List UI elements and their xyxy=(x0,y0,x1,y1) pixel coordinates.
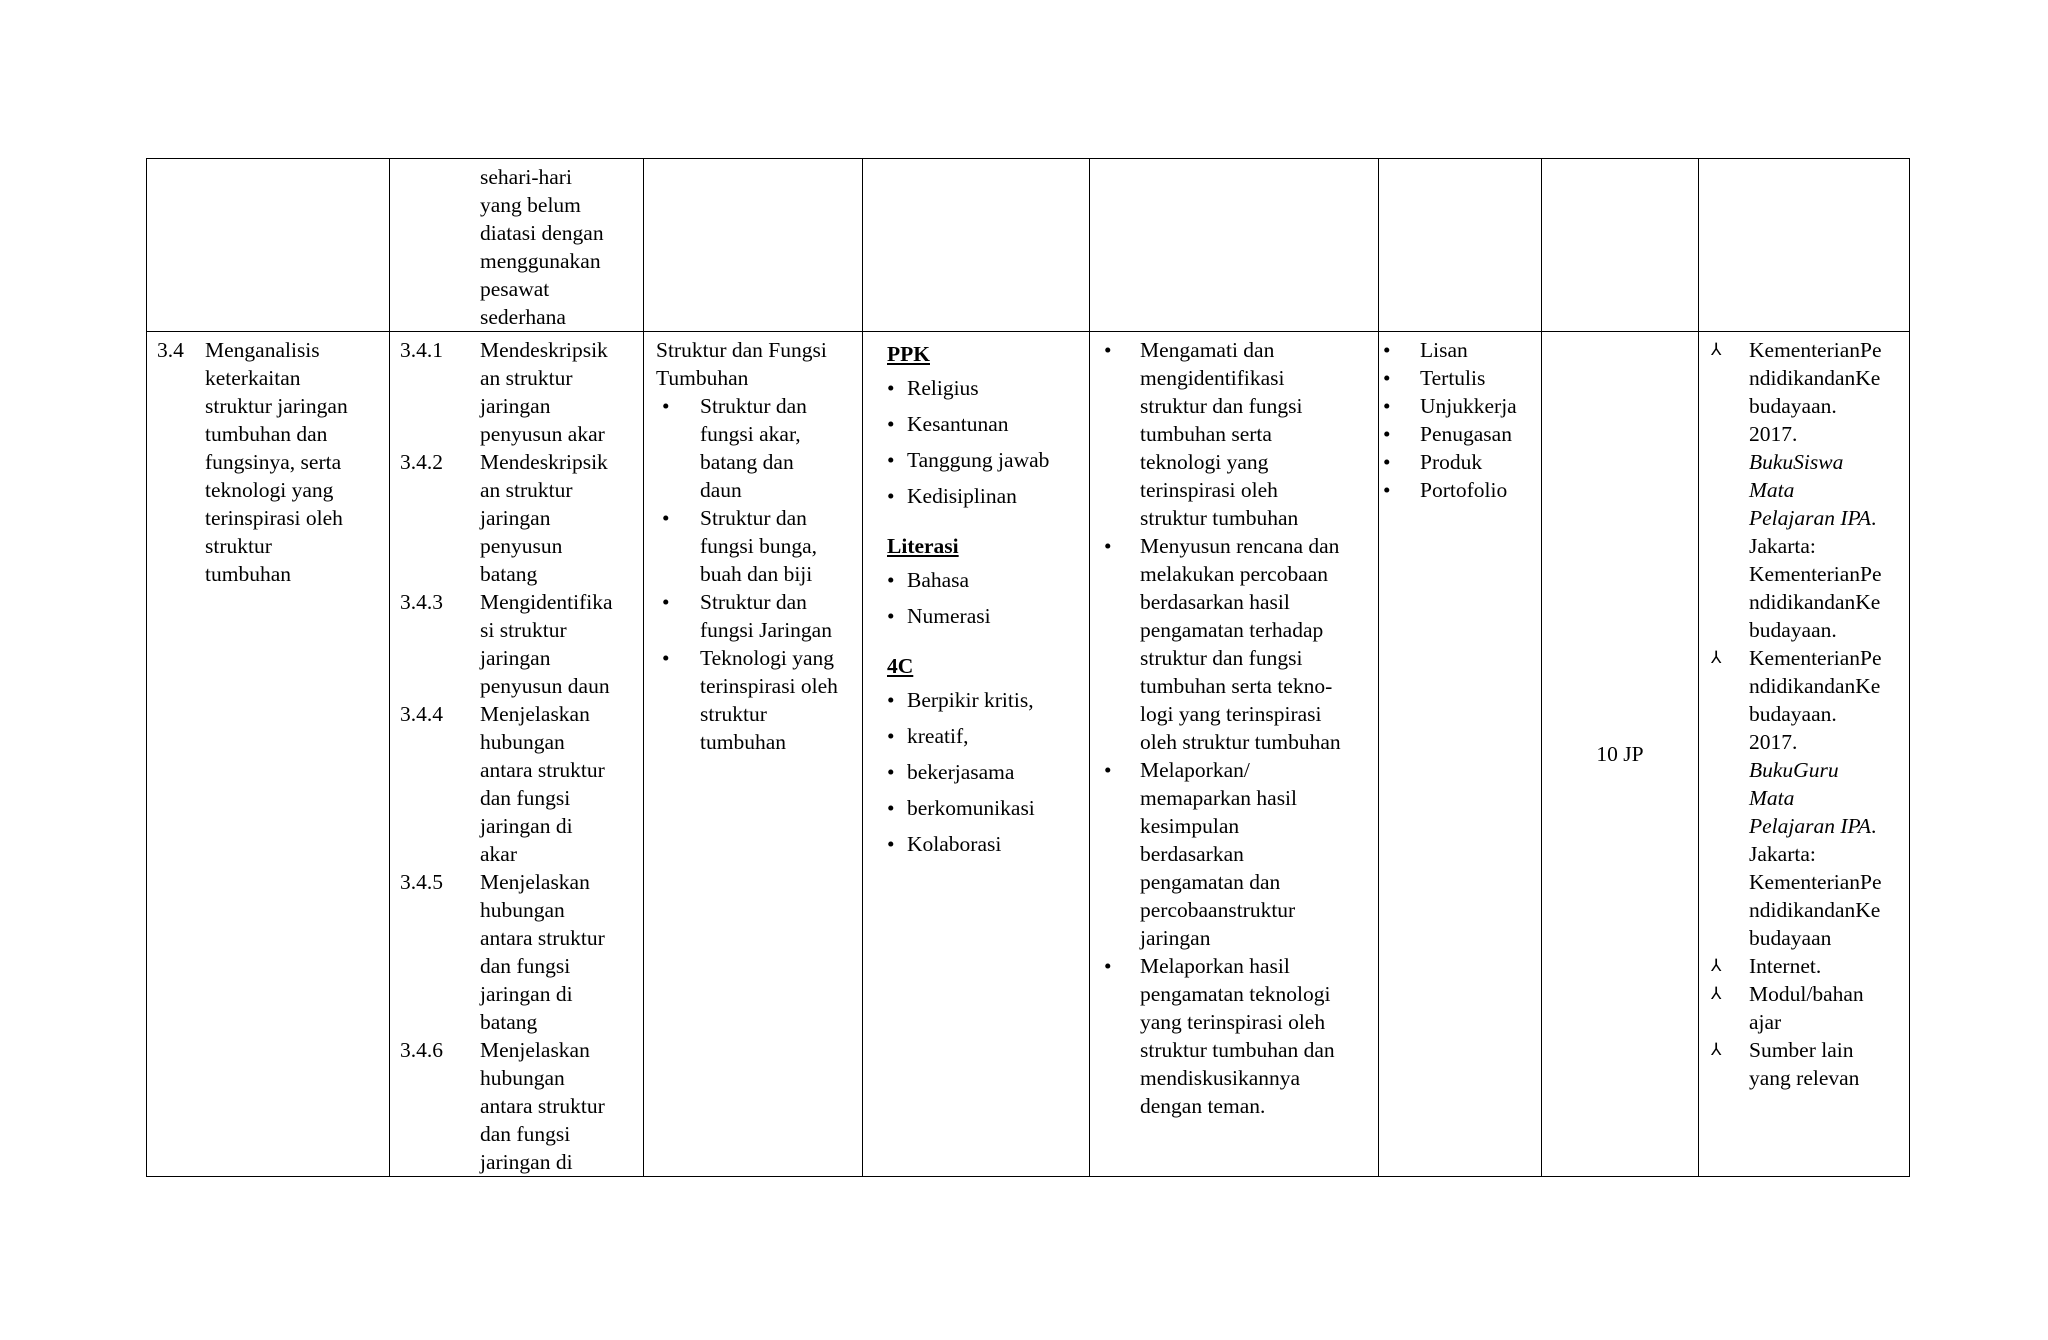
sumber-line xyxy=(1749,476,1882,504)
indicator-line: jaringan xyxy=(480,506,551,530)
value-item xyxy=(887,482,1079,510)
sumber-line xyxy=(1749,896,1882,924)
value-item-text: Bahasa xyxy=(907,568,970,592)
materi-item xyxy=(656,392,852,504)
kegiatan-item-text xyxy=(1140,952,1335,1120)
bullet-icon: • xyxy=(662,590,670,614)
sumber-line-text: 2017. xyxy=(1749,422,1798,446)
kegiatan-item-line: pengamatan teknologi xyxy=(1140,982,1331,1006)
materi-item-line: daun xyxy=(700,478,742,502)
sumber-line xyxy=(1749,532,1882,560)
materi-item-line: fungsi bunga, xyxy=(700,534,818,558)
bullet-icon: • xyxy=(1383,394,1391,418)
value-item-text: kreatif, xyxy=(907,724,969,748)
sumber-line xyxy=(1749,952,1821,980)
kegiatan-item xyxy=(1102,532,1368,756)
sumber-item xyxy=(1711,952,1899,980)
indicator-line: penyusun daun xyxy=(480,674,610,698)
kegiatan-item-line: pengamatan dan xyxy=(1140,870,1281,894)
cont-indicator-cell xyxy=(390,159,644,332)
arrow-bullet-icon: ⅄ xyxy=(1711,340,1722,359)
sumber-line xyxy=(1749,364,1882,392)
sumber-line-text: budayaan. xyxy=(1749,394,1837,418)
kegiatan-item-line: struktur tumbuhan xyxy=(1140,506,1299,530)
sumber-line-text: Jakarta: xyxy=(1749,534,1816,558)
main-row xyxy=(147,332,1910,1177)
kegiatan-item-line: tumbuhan serta xyxy=(1140,422,1272,446)
bullet-icon: • xyxy=(887,448,895,472)
bullet-icon: • xyxy=(1383,478,1391,502)
sumber-line xyxy=(1749,840,1882,868)
materi-item-text xyxy=(700,504,817,588)
indicator-line: jaringan xyxy=(480,646,551,670)
sumber-line-text: budayaan. xyxy=(1749,702,1837,726)
indicator-line: yang belum xyxy=(480,193,581,217)
penilaian-item-text: Penugasan xyxy=(1420,422,1512,446)
sumber-text xyxy=(1749,336,1882,644)
bullet-icon: • xyxy=(662,394,670,418)
kd-line: struktur jaringan xyxy=(205,394,348,418)
indicator-item xyxy=(400,448,633,588)
kegiatan-item-line: mendiskusikannya xyxy=(1140,1066,1301,1090)
indicator-number: 3.4.5 xyxy=(400,870,443,894)
literasi-heading: Literasi xyxy=(887,534,959,558)
kegiatan-item-line: dengan teman. xyxy=(1140,1094,1266,1118)
sumber-line-text: yang relevan xyxy=(1749,1066,1860,1090)
materi-item-line: Struktur dan xyxy=(700,394,807,418)
sumber-line-text: Jakarta: xyxy=(1749,842,1816,866)
syllabus-table xyxy=(146,158,1910,1177)
literasi-list xyxy=(887,566,1079,630)
value-item-text: Berpikir kritis, xyxy=(907,688,1034,712)
indicator-line: jaringan di xyxy=(480,982,573,1006)
kegiatan-item-line: kesimpulan xyxy=(1140,814,1240,838)
cont-materi-cell xyxy=(644,159,863,332)
indicator-line: jaringan xyxy=(480,394,551,418)
sumber-item xyxy=(1711,980,1899,1036)
indicator-text xyxy=(480,1036,633,1176)
sumber-line-text: Mata xyxy=(1749,786,1795,810)
sumber-line xyxy=(1749,728,1882,756)
bullet-icon: • xyxy=(887,376,895,400)
sumber-line xyxy=(1749,784,1882,812)
value-item xyxy=(887,686,1079,714)
indicator-line: Mengidentifika xyxy=(480,590,613,614)
materi-item xyxy=(656,504,852,588)
cont-indicator-text xyxy=(390,159,643,331)
indicator-cell xyxy=(390,332,644,1177)
kd-line: keterkaitan xyxy=(205,366,301,390)
kegiatan-item-line: struktur dan fungsi xyxy=(1140,646,1303,670)
indicator-number: 3.4.2 xyxy=(400,450,443,474)
value-item xyxy=(887,722,1079,750)
penilaian-item xyxy=(1383,336,1531,364)
sumber-line-text: Mata xyxy=(1749,478,1795,502)
kegiatan-item-line: Mengamati dan xyxy=(1140,338,1275,362)
cont-sumber-cell xyxy=(1699,159,1910,332)
ppk-list xyxy=(887,374,1079,510)
kegiatan-item-line: struktur dan fungsi xyxy=(1140,394,1303,418)
bullet-icon: • xyxy=(1383,366,1391,390)
kegiatan-item-line: percobaanstruktur xyxy=(1140,898,1296,922)
indicator-line: hubungan xyxy=(480,1066,565,1090)
kegiatan-item-line: struktur tumbuhan dan xyxy=(1140,1038,1335,1062)
cont-nilai-cell xyxy=(863,159,1090,332)
value-item-text: Kedisiplinan xyxy=(907,484,1017,508)
materi-item-text xyxy=(700,644,838,756)
sumber-line xyxy=(1749,868,1882,896)
kegiatan-item-line: Menyusun rencana dan xyxy=(1140,534,1340,558)
indicator-line: antara struktur xyxy=(480,926,605,950)
materi-item-line: Struktur dan xyxy=(700,506,807,530)
bullet-icon: • xyxy=(887,724,895,748)
indicator-line: penyusun xyxy=(480,534,563,558)
value-item-text: Numerasi xyxy=(907,604,991,628)
sumber-line xyxy=(1749,392,1882,420)
sumber-line xyxy=(1749,812,1882,840)
materi-item-line: Struktur dan xyxy=(700,590,807,614)
materi-item-line: fungsi akar, xyxy=(700,422,801,446)
bullet-icon: • xyxy=(887,412,895,436)
sumber-line xyxy=(1749,924,1882,952)
kegiatan-item-text xyxy=(1140,756,1297,952)
sumber-line-text: BukuGuru xyxy=(1749,758,1839,782)
sumber-line-text: Sumber lain xyxy=(1749,1038,1854,1062)
materi-item-line: Teknologi yang xyxy=(700,646,835,670)
kd-line: fungsinya, serta xyxy=(205,450,342,474)
alokasi-waktu: 10 JP xyxy=(1596,742,1644,766)
sumber-line xyxy=(1749,616,1882,644)
sumber-line-text: ajar xyxy=(1749,1010,1782,1034)
cont-waktu-cell xyxy=(1542,159,1699,332)
materi-cell xyxy=(644,332,863,1177)
sumber-line xyxy=(1749,700,1882,728)
sumber-line-text: 2017. xyxy=(1749,730,1798,754)
penilaian-item-text: Tertulis xyxy=(1420,366,1486,390)
materi-item-line: struktur xyxy=(700,702,767,726)
sumber-line xyxy=(1749,644,1882,672)
arrow-bullet-icon: ⅄ xyxy=(1711,956,1722,975)
indicator-number: 3.4.4 xyxy=(400,702,443,726)
kegiatan-item-line: yang terinspirasi oleh xyxy=(1140,1010,1326,1034)
kegiatan-item-line: tumbuhan serta tekno- xyxy=(1140,674,1333,698)
penilaian-item xyxy=(1383,364,1531,392)
sumber-line-suffix: . xyxy=(1871,814,1877,838)
sumber-line-text: Pelajaran IPA xyxy=(1749,506,1872,530)
kegiatan-item-line: berdasarkan hasil xyxy=(1140,590,1290,614)
sumber-line xyxy=(1749,588,1882,616)
value-item xyxy=(887,446,1079,474)
indicator-line: dan fungsi xyxy=(480,786,571,810)
indicator-line: akar xyxy=(480,842,517,866)
indicator-item xyxy=(400,336,633,448)
penilaian-item-text: Unjukkerja xyxy=(1420,394,1517,418)
kd-text xyxy=(205,336,348,588)
indicator-line: si struktur xyxy=(480,618,567,642)
penilaian-list xyxy=(1383,336,1531,504)
ppk-heading: PPK xyxy=(887,342,930,366)
bullet-icon: • xyxy=(1383,422,1391,446)
value-item-text: Tanggung jawab xyxy=(907,448,1050,472)
kegiatan-item xyxy=(1102,336,1368,532)
indicator-text xyxy=(480,336,633,448)
sumber-line xyxy=(1749,980,1864,1008)
materi-item-line: terinspirasi oleh xyxy=(700,674,838,698)
sumber-line xyxy=(1749,560,1882,588)
indicator-line: batang xyxy=(480,1010,538,1034)
value-item-text: berkomunikasi xyxy=(907,796,1035,820)
bullet-icon: • xyxy=(887,484,895,508)
sumber-line-text: ndidikandanKe xyxy=(1749,898,1881,922)
value-item xyxy=(887,410,1079,438)
kd-line: tumbuhan xyxy=(205,562,291,586)
sumber-text xyxy=(1749,1036,1859,1092)
sumber-line-text: BukuSiswa xyxy=(1749,450,1844,474)
kd-line: tumbuhan dan xyxy=(205,422,328,446)
materi-item-line: batang dan xyxy=(700,450,794,474)
penilaian-item xyxy=(1383,392,1531,420)
kegiatan-item-line: Melaporkan hasil xyxy=(1140,954,1290,978)
sumber-line-text: budayaan. xyxy=(1749,618,1837,642)
indicator-line: Menjelaskan xyxy=(480,702,590,726)
indicator-text xyxy=(480,700,633,868)
indicator-line: batang xyxy=(480,562,538,586)
penilaian-item xyxy=(1383,476,1531,504)
indicator-line: Menjelaskan xyxy=(480,870,590,894)
sumber-line-text: KementerianPe xyxy=(1749,338,1882,362)
indicator-line: an struktur xyxy=(480,478,573,502)
indicator-text xyxy=(480,588,633,700)
materi-item-text xyxy=(700,588,832,644)
indicator-line: antara struktur xyxy=(480,758,605,782)
kegiatan-list xyxy=(1102,336,1368,1120)
sumber-line xyxy=(1749,1036,1859,1064)
value-item xyxy=(887,374,1079,402)
sumber-line xyxy=(1749,1064,1859,1092)
indicator-line: pesawat xyxy=(480,277,550,301)
indicator-line: sehari-hari xyxy=(480,165,572,189)
indicator-line: jaringan di xyxy=(480,814,573,838)
bullet-icon: • xyxy=(1383,450,1391,474)
kegiatan-item-text xyxy=(1140,336,1302,532)
kegiatan-cell xyxy=(1090,332,1379,1177)
indicator-item xyxy=(400,1036,633,1176)
sumber-line-text: KementerianPe xyxy=(1749,870,1882,894)
value-item xyxy=(887,830,1079,858)
indicator-number: 3.4.6 xyxy=(400,1038,443,1062)
indicator-line: hubungan xyxy=(480,898,565,922)
sumber-list xyxy=(1711,336,1899,1092)
kegiatan-item-line: teknologi yang xyxy=(1140,450,1269,474)
materi-item-line: buah dan biji xyxy=(700,562,813,586)
sumber-item xyxy=(1711,1036,1899,1092)
indicator-line: Mendeskripsik xyxy=(480,450,608,474)
continuation-row xyxy=(147,159,1910,332)
value-item-text: Kolaborasi xyxy=(907,832,1002,856)
materi-title-line: Struktur dan Fungsi xyxy=(656,338,827,362)
materi-title-line: Tumbuhan xyxy=(656,366,749,390)
kegiatan-item-line: pengamatan terhadap xyxy=(1140,618,1324,642)
materi-item-text xyxy=(700,392,807,504)
kegiatan-item-line: mengidentifikasi xyxy=(1140,366,1285,390)
sumber-line-text: ndidikandanKe xyxy=(1749,366,1881,390)
penilaian-item xyxy=(1383,420,1531,448)
bullet-icon: • xyxy=(887,568,895,592)
sumber-line xyxy=(1749,504,1882,532)
sumber-item xyxy=(1711,644,1899,952)
kd-line: teknologi yang xyxy=(205,478,334,502)
kegiatan-item-line: Melaporkan/ xyxy=(1140,758,1250,782)
sumber-line xyxy=(1749,756,1882,784)
indicator-number: 3.4.1 xyxy=(400,338,443,362)
value-item xyxy=(887,566,1079,594)
bullet-icon: • xyxy=(1383,338,1391,362)
kd-number: 3.4 xyxy=(157,338,184,362)
sumber-line-text: Internet. xyxy=(1749,954,1822,978)
kd-line: struktur xyxy=(205,534,272,558)
indicator-number: 3.4.3 xyxy=(400,590,443,614)
kegiatan-item xyxy=(1102,952,1368,1120)
indicator-line: diatasi dengan xyxy=(480,221,604,245)
kegiatan-item-text xyxy=(1140,532,1341,756)
indicator-item xyxy=(400,700,633,868)
value-item-text: Kesantunan xyxy=(907,412,1009,436)
penilaian-item-text: Produk xyxy=(1420,450,1483,474)
kegiatan-item-line: jaringan xyxy=(1140,926,1211,950)
materi-item-line: fungsi Jaringan xyxy=(700,618,832,642)
bullet-icon: • xyxy=(1104,758,1112,782)
bullet-icon: • xyxy=(1104,338,1112,362)
cont-kd-cell xyxy=(147,159,390,332)
sumber-line-text: KementerianPe xyxy=(1749,646,1882,670)
kegiatan-item-line: berdasarkan xyxy=(1140,842,1244,866)
bullet-icon: • xyxy=(1104,534,1112,558)
materi-title xyxy=(656,336,852,392)
indicator-line: menggunakan xyxy=(480,249,601,273)
cont-penilaian-cell xyxy=(1379,159,1542,332)
sumber-line-text: KementerianPe xyxy=(1749,562,1882,586)
sumber-line xyxy=(1749,1008,1864,1036)
bullet-icon: • xyxy=(662,646,670,670)
kegiatan-item-line: oleh struktur tumbuhan xyxy=(1140,730,1341,754)
bullet-icon: • xyxy=(1104,954,1112,978)
sumber-line-text: ndidikandanKe xyxy=(1749,674,1881,698)
indicator-line: dan fungsi xyxy=(480,954,571,978)
value-item-text: Religius xyxy=(907,376,979,400)
sumber-text xyxy=(1749,644,1882,952)
materi-list xyxy=(656,392,852,756)
bullet-icon: • xyxy=(887,832,895,856)
sumber-text xyxy=(1749,980,1864,1036)
indicator-line: antara struktur xyxy=(480,1094,605,1118)
materi-item xyxy=(656,644,852,756)
bullet-icon: • xyxy=(662,506,670,530)
materi-item xyxy=(656,588,852,644)
bullet-icon: • xyxy=(887,688,895,712)
cont-kegiatan-cell xyxy=(1090,159,1379,332)
bullet-icon: • xyxy=(887,604,895,628)
sumber-item xyxy=(1711,336,1899,644)
nilai-cell xyxy=(863,332,1090,1177)
indicator-item xyxy=(400,868,633,1036)
bullet-icon: • xyxy=(887,796,895,820)
kd-line: terinspirasi oleh xyxy=(205,506,343,530)
sumber-line-text: Modul/bahan xyxy=(1749,982,1864,1006)
indicator-text xyxy=(480,448,633,588)
indicator-item xyxy=(400,588,633,700)
sumber-line xyxy=(1749,448,1882,476)
arrow-bullet-icon: ⅄ xyxy=(1711,1040,1722,1059)
kd-cell xyxy=(147,332,390,1177)
kd-line: Menganalisis xyxy=(205,338,320,362)
sumber-cell xyxy=(1699,332,1910,1177)
value-item xyxy=(887,602,1079,630)
materi-item-line: tumbuhan xyxy=(700,730,786,754)
sumber-line xyxy=(1749,420,1882,448)
indicator-text xyxy=(480,868,633,1036)
penilaian-item xyxy=(1383,448,1531,476)
sumber-line-suffix: . xyxy=(1871,506,1877,530)
arrow-bullet-icon: ⅄ xyxy=(1711,648,1722,667)
indicator-line: dan fungsi xyxy=(480,1122,571,1146)
indicator-line: Mendeskripsik xyxy=(480,338,608,362)
value-item-text: bekerjasama xyxy=(907,760,1015,784)
indicator-line: Menjelaskan xyxy=(480,1038,590,1062)
indicator-line: an struktur xyxy=(480,366,573,390)
kegiatan-item-line: terinspirasi oleh xyxy=(1140,478,1278,502)
kegiatan-item xyxy=(1102,756,1368,952)
sumber-line-text: ndidikandanKe xyxy=(1749,590,1881,614)
waktu-cell xyxy=(1542,332,1699,1177)
arrow-bullet-icon: ⅄ xyxy=(1711,984,1722,1003)
c4-list xyxy=(887,686,1079,858)
value-item xyxy=(887,758,1079,786)
kegiatan-item-line: memaparkan hasil xyxy=(1140,786,1298,810)
sumber-line-text: Pelajaran IPA xyxy=(1749,814,1872,838)
sumber-text xyxy=(1749,952,1821,980)
indicator-line: penyusun akar xyxy=(480,422,605,446)
penilaian-item-text: Lisan xyxy=(1420,338,1468,362)
indicator-line: jaringan di xyxy=(480,1150,573,1174)
bullet-icon: • xyxy=(887,760,895,784)
penilaian-item-text: Portofolio xyxy=(1420,478,1508,502)
penilaian-cell xyxy=(1379,332,1542,1177)
kegiatan-item-line: logi yang terinspirasi xyxy=(1140,702,1322,726)
sumber-line-text: budayaan xyxy=(1749,926,1832,950)
kegiatan-item-line: melakukan percobaan xyxy=(1140,562,1329,586)
indicator-line: hubungan xyxy=(480,730,565,754)
sumber-line xyxy=(1749,336,1882,364)
sumber-line xyxy=(1749,672,1882,700)
value-item xyxy=(887,794,1079,822)
indicator-list xyxy=(390,332,643,1176)
indicator-line: sederhana xyxy=(480,305,566,329)
c4-heading: 4C xyxy=(887,654,914,678)
